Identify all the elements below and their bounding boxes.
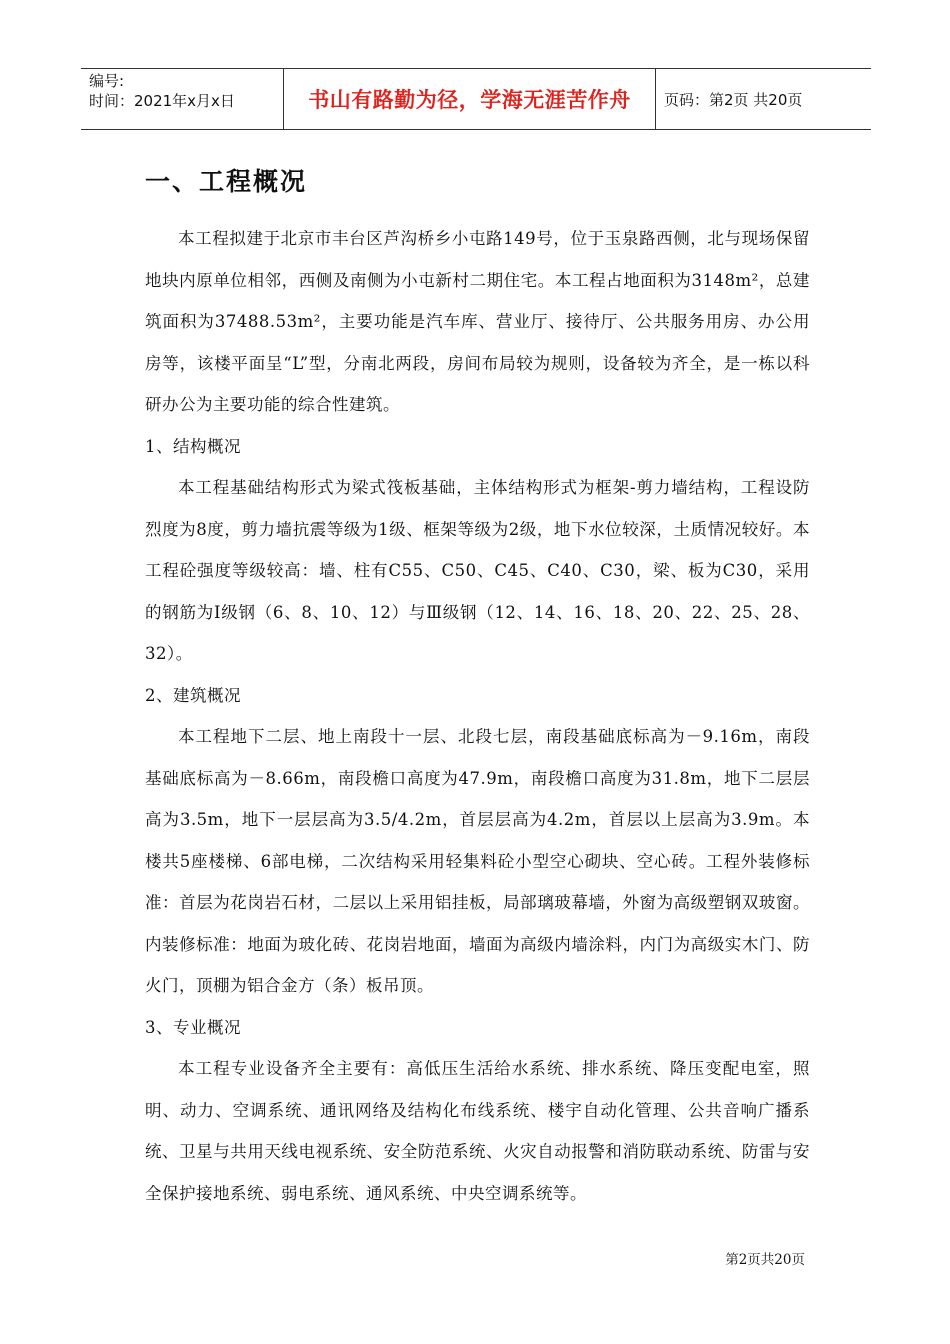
subsection-heading-specialty: 3、专业概况 [145, 1017, 241, 1037]
document-code-label: 编号: [89, 72, 125, 90]
header-motto: 书山有路勤为径，学海无涯苦作舟 [283, 69, 656, 129]
subsection-heading-architecture: 2、建筑概况 [145, 685, 241, 705]
document-date: 时间：2021年x月x日 [89, 92, 235, 110]
page-footer-number: 第2页共20页 [725, 1252, 805, 1268]
subsection-body-architecture: 本工程地下二层、地上南段十一层、北段七层，南段基础底标高为－9.16m，南段基础底标高为－8.66m，南段檐口高度为47.9m，南段檐口高度为31.8m，地下二层层高为3.5m，地下一层层高为3.5/4.2m，首层层高为4.2m，首层以上层高为3.9m。本楼共5座楼梯、6部电梯，二次结构采用轻集料砼小型空心砌块、空心砖。工程外装修标准：首层为花岗岩石材，二层以上采用铝挂板，局部璃玻幕墙，外窗为高级塑钢双玻窗。内装修标准：地面为玻化砖、花岗岩地面，墙面为高级内墙涂料，内门为高级实木门、防火门，顶棚为铝合金方（条）板吊顶。 [145, 727, 810, 995]
header-meta [81, 69, 283, 129]
subsection-body-specialty: 本工程专业设备齐全主要有：高低压生活给水系统、排水系统、降压变配电室，照明、动力、空调系统、通讯网络及结构化布线系统、楼宇自动化管理、公共音响广播系统、卫星与共用天线电视系统、安全防范系统、火灾自动报警和消防联动系统、防雷与安全保护接地系统、弱电系统、通风系统、中央空调系统等。 [145, 1059, 810, 1203]
section-title: 一、工程概况 [145, 167, 308, 196]
page-header [81, 68, 871, 130]
header-page-info: 页码：第2页 共20页 [664, 90, 803, 109]
subsection-body-structure: 本工程基础结构形式为梁式筏板基础，主体结构形式为框架-剪力墙结构，工程设防烈度为8度，剪力墙抗震等级为1级、框架等级为2级，地下水位较深，土质情况较好。本工程砼强度等级较高：墙、柱有C55、C50、C45、C40、C30，梁、板为C30，采用的钢筋为Ⅰ级钢（6、8、10、12）与Ⅲ级钢（12、14、16、18、20、22、25、28、32）。 [145, 478, 810, 663]
subsection-heading-structure: 1、结构概况 [145, 436, 241, 456]
intro-paragraph: 本工程拟建于北京市丰台区芦沟桥乡小屯路149号，位于玉泉路西侧，北与现场保留地块内原单位相邻，西侧及南侧为小屯新村二期住宅。本工程占地面积为3148m²，总建筑面积为37488.53m²，主要功能是汽车库、营业厅、接待厅、公共服务用房、办公用房等，该楼平面呈“L”型，分南北两段，房间布局较为规则，设备较为齐全，是一栋以科研办公为主要功能的综合性建筑。 [145, 229, 810, 414]
document-body [145, 160, 810, 1214]
